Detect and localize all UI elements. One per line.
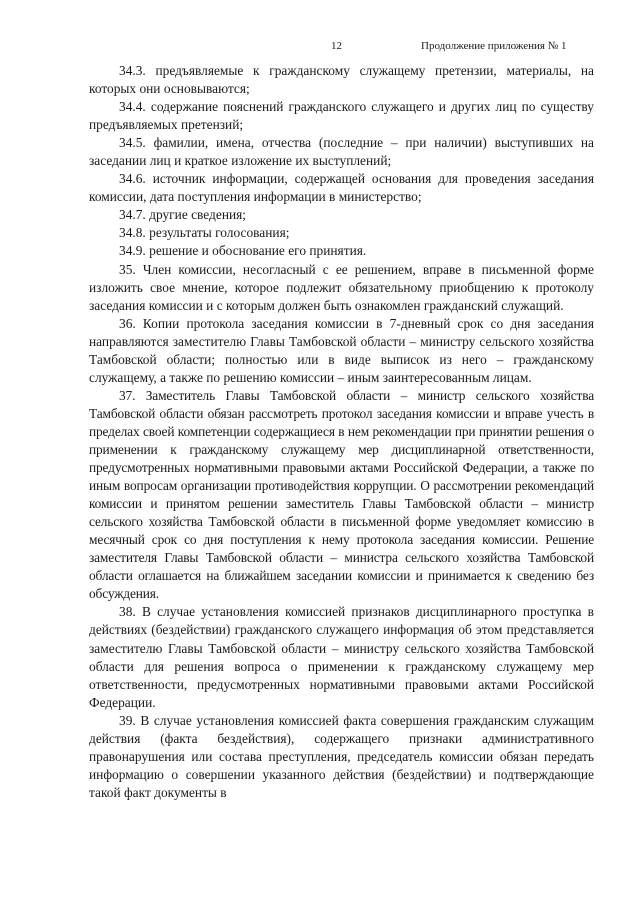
page-header [0, 40, 640, 58]
paragraph-34-3: 34.3. предъявляемые к гражданскому служащему претензии, материалы, на которых они основываются; [89, 63, 594, 97]
paragraph-34-6: 34.6. источник информации, содержащей основания для проведения заседания комиссии, дата поступления информации в министерство; [89, 171, 594, 205]
paragraph-34-9: 34.9. решение и обоснование его принятия. [119, 243, 367, 259]
paragraph-36: 36. Копии протокола заседания комиссии в 7-дневный срок со дня заседания направляются заместителю Главы Тамбовской области – министру сельского хозяйства Тамбовской области; полностью или в виде выписок из него – гражданскому служащему, а также по решению комиссии – иным заинтересованным лицам. [89, 315, 594, 385]
paragraph-39: 39. В случае установления комиссией факта совершения гражданским служащим действия (факта бездействия), содержащего признаки административного правонарушения или состава преступления, председатель комиссии обязан передать информацию о совершении указанного действия (бездействии) и подтверждающие такой факт документы в [89, 712, 594, 800]
paragraph-34-5: 34.5. фамилии, имена, отчества (последние – при наличии) выступивших на заседании лиц и краткое изложение их выступлений; [89, 135, 594, 169]
page-number: 12 [331, 40, 342, 52]
paragraph-38: 38. В случае установления комиссией признаков дисциплинарного проступка в действиях (бездействии) гражданского служащего информация об этом представляется заместителю Главы Тамбовской области – министру сельского хозяйства Тамбовской области для решения вопроса о применении к гражданскому служащему мер ответственности, предусмотренных нормативными правовыми актами Российской Федерации. [89, 604, 594, 710]
paragraph-37: 37. Заместитель Главы Тамбовской области – министр сельского хозяйства Тамбовской области обязан рассмотреть протокол заседания комиссии и вправе учесть в пределах своей компетенции содержащиеся в нем рекомендации при принятии решения о применении к гражданскому служащему мер дисциплинарной ответственности, предусмотренных нормативными правовыми актами Российской Федерации, а также по иным вопросам организации противодействия коррупции. О рассмотрении рекомендаций комиссии и принятом решении заместитель Главы Тамбовской области – министр сельского хозяйства Тамбовской области в письменной форме уведомляет комиссию в месячный срок со дня поступления к нему протокола заседания комиссии. Решение заместителя Главы Тамбовской области – министра сельского хозяйства Тамбовской области оглашается на ближайшем заседании комиссии и принимается к сведению без обсуждения. [89, 387, 594, 602]
paragraph-34-7: 34.7. другие сведения; [119, 207, 247, 223]
paragraph-34-8: 34.8. результаты голосования; [119, 225, 290, 241]
paragraph-34-4: 34.4. содержание пояснений гражданского служащего и других лиц по существу предъявляемых претензий; [89, 99, 594, 133]
document-body [89, 62, 594, 802]
appendix-continuation-note: Продолжение приложения № 1 [421, 40, 567, 52]
paragraph-35: 35. Член комиссии, несогласный с ее решением, вправе в письменной форме изложить свое мнение, которое подлежит обязательному приобщению к протоколу заседания комиссии и с которым должен быть ознакомлен гражданский служащий. [89, 261, 594, 313]
